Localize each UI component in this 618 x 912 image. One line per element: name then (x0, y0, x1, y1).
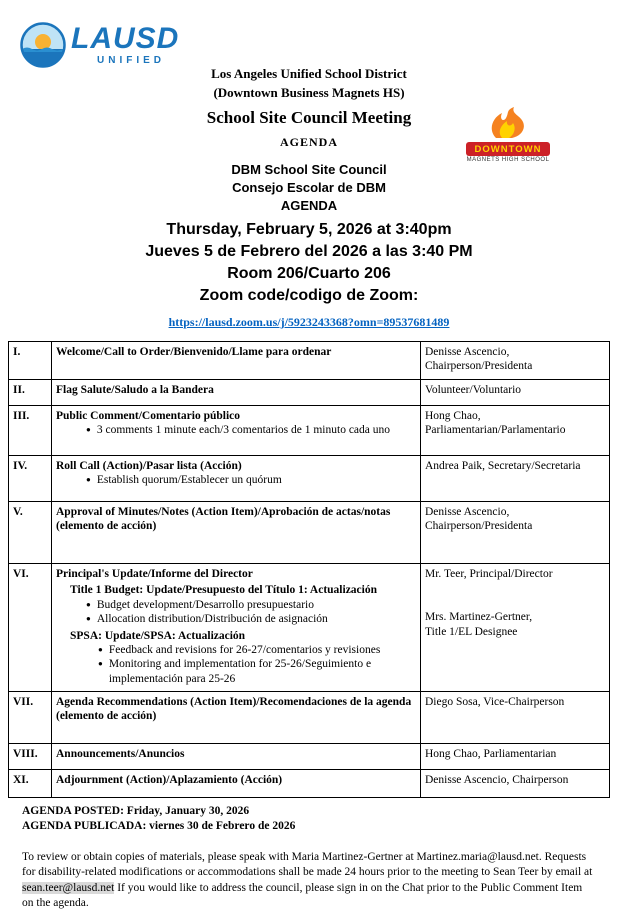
agenda-item-title: Public Comment/Comentario público (56, 410, 240, 422)
agenda-row (9, 564, 610, 692)
bullet-icon: ● (86, 614, 91, 624)
agenda-item-bullet (56, 473, 416, 487)
agenda-row (9, 770, 610, 798)
lausd-seal-icon (20, 22, 66, 68)
downtown-magnets-logo (466, 106, 550, 163)
lausd-logo-text: LAUSD (71, 22, 180, 55)
bullet-icon: ● (86, 599, 91, 609)
agenda-item-bullet (56, 423, 416, 437)
agenda-row-numeral: VIII. (9, 744, 52, 770)
agenda-row-presenter (421, 502, 610, 564)
agenda-row-content (52, 564, 421, 692)
downtown-logo-text: DOWNTOWN (466, 142, 550, 156)
bullet-icon: ● (98, 659, 103, 669)
agenda-posted-es: AGENDA PUBLICADA: viernes 30 de Febrero de 2026 (22, 819, 296, 832)
meeting-date-es: Jueves 5 de Febrero del 2026 a las 3:40 PM (145, 243, 473, 260)
bullet-text: Allocation distribution/Distribución de asignación (96, 613, 328, 626)
agenda-row-numeral: V. (9, 502, 52, 564)
district-title: Los Angeles Unified School District (211, 66, 407, 81)
agenda-row-numeral: II. (9, 380, 52, 406)
presenter-line: Chairperson/Presidenta (425, 520, 533, 533)
agenda-row-content (52, 770, 421, 798)
zoom-link[interactable]: https://lausd.zoom.us/j/5923243368?omn=89537681489 (168, 315, 450, 329)
agenda-row-content (52, 342, 421, 380)
bullet-text: Monitoring and implementation for 25-26/Seguimiento e implementación para 25-26 (108, 658, 372, 685)
agenda-label: AGENDA (279, 135, 338, 149)
bullet-icon: ● (98, 644, 103, 654)
agenda-row-numeral: III. (9, 406, 52, 456)
agenda-row-content (52, 406, 421, 456)
school-name: (Downtown Business Magnets HS) (213, 85, 405, 100)
footer-text-1: To review or obtain copies of materials, please speak with Maria Martinez-Gertner at Martinez.maria@lausd.net. Requests for disability-related modifications or accommodations shall be made 24 hours prior to the meeting to Sean Teer by email at (22, 850, 593, 879)
presenter-line: Andrea Paik, Secretary/Secretaria (425, 460, 581, 472)
agenda-label-2: AGENDA (280, 198, 338, 213)
agenda-item-bullet2 (56, 643, 416, 657)
agenda-row-presenter (421, 456, 610, 502)
agenda-row-content (52, 456, 421, 502)
footer-email-highlight: sean.teer@lausd.net (22, 881, 115, 894)
presenter-line (425, 596, 605, 610)
agenda-row-presenter (421, 744, 610, 770)
presenter-line: Hong Chao, Parliamentarian (425, 748, 557, 760)
bullet-icon: ● (86, 425, 91, 435)
agenda-row-presenter (421, 406, 610, 456)
agenda-row-content (52, 692, 421, 744)
agenda-row (9, 342, 610, 380)
agenda-row (9, 456, 610, 502)
agenda-item-bullet (56, 612, 416, 626)
flame-icon (486, 106, 530, 140)
agenda-posted (22, 804, 618, 834)
bullet-icon: ● (86, 475, 91, 485)
agenda-row-presenter (421, 380, 610, 406)
agenda-row-content (52, 380, 421, 406)
agenda-item-title: Principal's Update/Informe del Director (56, 568, 253, 580)
agenda-row (9, 692, 610, 744)
agenda-item-title: Approval of Minutes/Notes (Action Item)/Aprobación de actas/notas (elemento de acción) (56, 506, 391, 533)
agenda-row-numeral: I. (9, 342, 52, 380)
agenda-item-title: Roll Call (Action)/Pasar lista (Acción) (56, 460, 242, 472)
lausd-logo-subtext: UNIFIED (97, 55, 165, 66)
agenda-row (9, 502, 610, 564)
council-name-es: Consejo Escolar de DBM (232, 180, 386, 195)
agenda-row (9, 380, 610, 406)
presenter-line: Mrs. Martinez-Gertner, (425, 611, 533, 624)
presenter-line: Title 1/EL Designee (425, 625, 518, 638)
agenda-posted-en: AGENDA POSTED: Friday, January 30, 2026 (22, 805, 250, 817)
agenda-row-content (52, 502, 421, 564)
presenter-line: Volunteer/Voluntario (425, 384, 522, 396)
agenda-table-body (9, 342, 610, 798)
council-name-en: DBM School Site Council (231, 162, 387, 177)
agenda-row-numeral: VII. (9, 692, 52, 744)
agenda-item-bullet (56, 598, 416, 612)
meeting-title: School Site Council Meeting (206, 108, 412, 127)
agenda-item-title: Announcements/Anuncios (56, 748, 185, 760)
agenda-item-title: Welcome/Call to Order/Bienvenido/Llame para ordenar (56, 346, 332, 358)
downtown-logo-subtext: MAGNETS HIGH SCHOOL (466, 157, 550, 163)
meeting-room: Room 206/Cuarto 206 (227, 265, 391, 282)
agenda-row-presenter (421, 342, 610, 380)
agenda-row-numeral: VI. (9, 564, 52, 692)
meeting-date-en: Thursday, February 5, 2026 at 3:40pm (166, 221, 452, 238)
presenter-line: Mr. Teer, Principal/Director (425, 568, 553, 580)
agenda-row-presenter (421, 692, 610, 744)
agenda-item-title: Adjournment (Action)/Aplazamiento (Acción) (56, 774, 283, 786)
agenda-row (9, 406, 610, 456)
presenter-line: Hong Chao, (425, 410, 481, 422)
zoom-code-label: Zoom code/codigo de Zoom: (199, 287, 419, 304)
presenter-line: Denisse Ascencio, (425, 506, 510, 518)
agenda-row-presenter (421, 564, 610, 692)
presenter-line: Denisse Ascencio, (425, 346, 510, 358)
agenda-row-numeral: XI. (9, 770, 52, 798)
agenda-item-subtitle: Title 1 Budget: Update/Presupuesto del Título 1: Actualización (70, 584, 378, 597)
footer-note (22, 850, 596, 912)
agenda-row-content (52, 744, 421, 770)
lausd-logo-wordmark (71, 24, 179, 66)
agenda-item-title: Agenda Recommendations (Action Item)/Recomendaciones de la agenda (elemento de acción) (56, 696, 412, 723)
presenter-line: Chairperson/Presidenta (425, 360, 533, 373)
bullet-text: 3 comments 1 minute each/3 comentarios de 1 minuto cada uno (96, 424, 391, 437)
footer-text-2: If you would like to address the council, please sign in on the Chat prior to the Public Comment Item on the agenda. (22, 881, 583, 910)
presenter-line: Denisse Ascencio, Chairperson (425, 774, 569, 786)
agenda-item-title: Flag Salute/Saludo a la Bandera (56, 384, 214, 396)
bullet-text: Budget development/Desarrollo presupuestario (96, 598, 315, 611)
agenda-row-presenter (421, 770, 610, 798)
presenter-line: Diego Sosa, Vice-Chairperson (425, 696, 565, 708)
agenda-item-bullet2 (56, 657, 416, 686)
agenda-row (9, 744, 610, 770)
agenda-table (8, 341, 610, 798)
lausd-logo (20, 22, 179, 68)
bullet-text: Establish quorum/Establecer un quórum (96, 474, 282, 487)
bullet-text: Feedback and revisions for 26-27/comentarios y revisiones (108, 643, 381, 656)
presenter-line: Parliamentarian/Parlamentario (425, 424, 566, 437)
agenda-row-numeral: IV. (9, 456, 52, 502)
agenda-item-subtitle: SPSA: Update/SPSA: Actualización (70, 629, 246, 642)
presenter-line (425, 581, 605, 595)
